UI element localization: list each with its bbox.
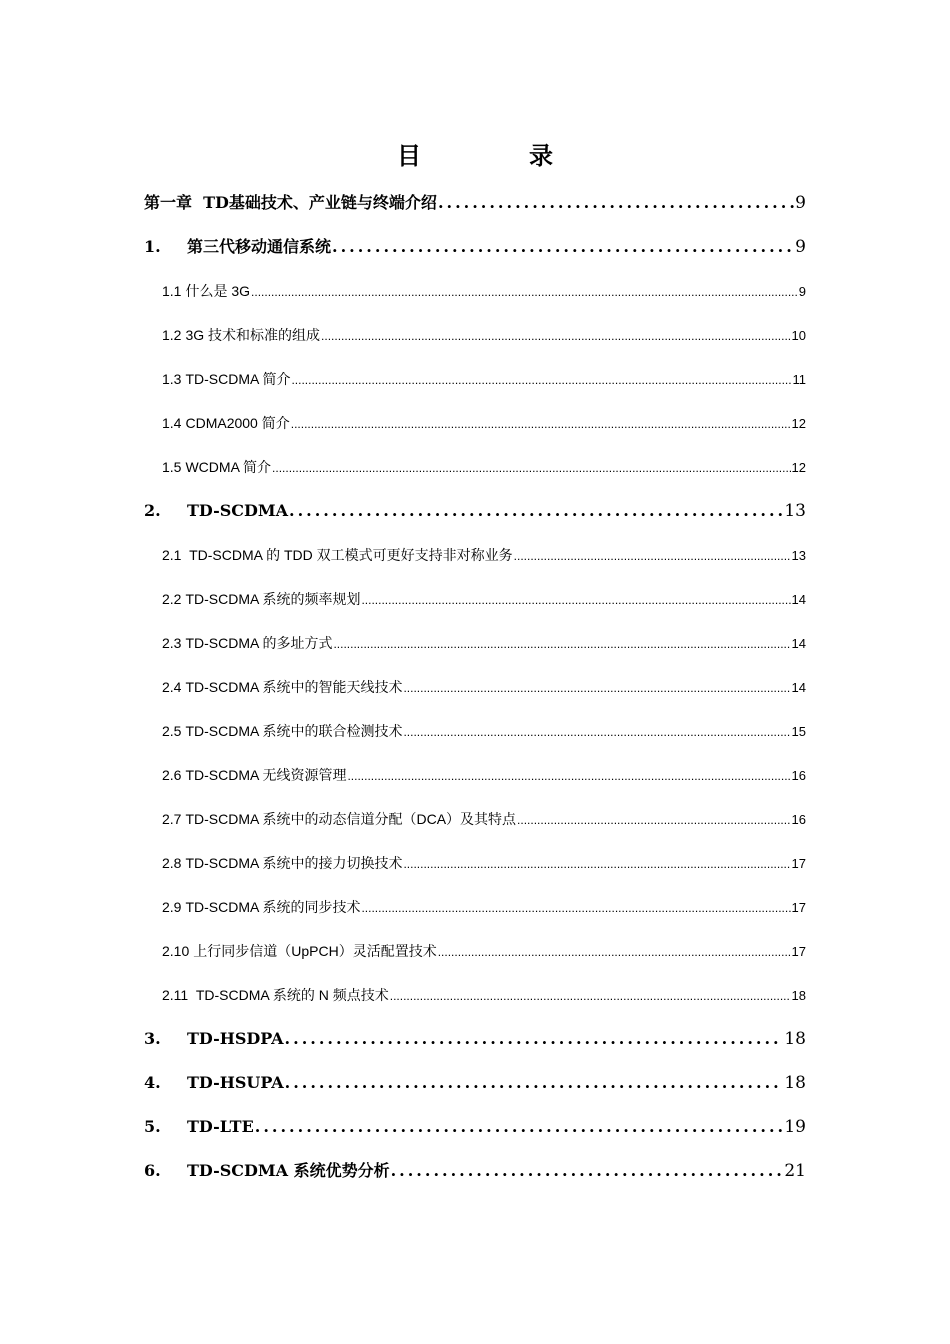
toc-entry-page-number: 17	[791, 856, 806, 871]
toc-entry-title: 3G 技术和标准的组成	[185, 327, 321, 343]
toc-dot-leader	[272, 450, 791, 486]
toc-entry-page-number: 18	[784, 1029, 806, 1049]
toc-entry-number: 2.8	[162, 855, 182, 871]
toc-entry-title: TD-SCDMA	[187, 501, 289, 520]
toc-entry-section[interactable]	[144, 273, 806, 317]
toc-entry-title: TD-SCDMA 系统中的智能天线技术	[185, 679, 403, 695]
table-of-contents	[144, 185, 806, 1197]
toc-dot-leader	[285, 1065, 784, 1101]
toc-entry-page-number: 12	[791, 416, 806, 431]
toc-entry-title: CDMA2000 简介	[185, 415, 290, 431]
toc-entry-title: TD-HSDPA	[187, 1029, 284, 1048]
toc-entry-page-number: 11	[792, 372, 806, 387]
toc-entry-page-number: 14	[791, 680, 806, 695]
toc-dot-leader	[333, 626, 790, 662]
toc-entry-number: 3.	[144, 1029, 161, 1048]
toc-entry-number: 2.2	[162, 591, 182, 607]
toc-entry-page-number: 9	[798, 284, 806, 299]
toc-dot-leader	[291, 406, 791, 442]
toc-dot-leader	[251, 274, 798, 310]
toc-dot-leader	[289, 493, 783, 529]
toc-dot-leader	[285, 1021, 784, 1057]
toc-dot-leader	[517, 802, 791, 838]
toc-entry-page-number: 21	[784, 1161, 806, 1181]
toc-entry-section[interactable]	[144, 537, 806, 581]
toc-entry-number: 1.	[144, 237, 161, 256]
toc-entry-number: 2.7	[162, 811, 182, 827]
toc-dot-leader	[438, 934, 791, 970]
toc-entry-section[interactable]	[144, 889, 806, 933]
toc-dot-leader	[403, 714, 790, 750]
toc-entry-number: 2.	[144, 501, 161, 520]
toc-entry-section[interactable]	[144, 801, 806, 845]
toc-entry-chapter[interactable]	[144, 1021, 806, 1065]
toc-entry-title: TD-LTE	[187, 1117, 254, 1136]
toc-entry-page-number: 18	[791, 988, 806, 1003]
toc-entry-section[interactable]	[144, 581, 806, 625]
toc-entry-section[interactable]	[144, 977, 806, 1021]
toc-entry-page-number: 19	[784, 1117, 806, 1137]
toc-entry-title: TD-SCDMA 系统的 N 频点技术	[192, 987, 389, 1003]
toc-entry-section[interactable]	[144, 713, 806, 757]
toc-entry-page-number: 16	[791, 812, 806, 827]
toc-entry-number: 2.9	[162, 899, 182, 915]
toc-entry-number: 2.10	[162, 943, 190, 959]
toc-entry-number: 1.5	[162, 459, 182, 475]
toc-dot-leader	[321, 318, 790, 354]
toc-entry-section[interactable]	[144, 449, 806, 493]
toc-entry-title: TD-SCDMA 系统优势分析	[187, 1161, 390, 1180]
toc-dot-leader	[391, 1153, 784, 1189]
toc-entry-section[interactable]	[144, 317, 806, 361]
toc-entry-number: 2.6	[162, 767, 182, 783]
toc-entry-page-number: 13	[791, 548, 806, 563]
toc-entry-title: TD-SCDMA 系统中的接力切换技术	[185, 855, 403, 871]
toc-entry-section[interactable]	[144, 625, 806, 669]
toc-entry-number: 2.4	[162, 679, 182, 695]
toc-entry-number: 1.1	[162, 283, 182, 299]
toc-entry-section[interactable]	[144, 405, 806, 449]
toc-entry-number: 2.1	[162, 547, 182, 563]
toc-entry-page-number: 17	[791, 944, 806, 959]
toc-dot-leader	[332, 229, 794, 265]
toc-entry-section[interactable]	[144, 757, 806, 801]
toc-entry-title: 什么是 3G	[185, 283, 251, 299]
toc-entry-page-number: 16	[791, 768, 806, 783]
toc-entry-page-number: 17	[791, 900, 806, 915]
toc-entry-title: TD-SCDMA 简介	[185, 371, 291, 387]
toc-entry-number: 2.3	[162, 635, 182, 651]
toc-dot-leader	[390, 978, 791, 1014]
toc-entry-page-number: 9	[795, 193, 806, 213]
toc-entry-number: 6.	[144, 1161, 161, 1180]
toc-entry-number: 5.	[144, 1117, 161, 1136]
toc-entry-title: TD-SCDMA 的 TDD 双工模式可更好支持非对称业务	[185, 547, 513, 563]
toc-entry-page-number: 14	[791, 636, 806, 651]
toc-entry-chapter[interactable]	[144, 229, 806, 273]
toc-entry-title: TD-SCDMA 系统中的动态信道分配（DCA）及其特点	[185, 811, 517, 827]
toc-entry-title: TD-SCDMA 系统的同步技术	[185, 899, 361, 915]
toc-entry-section[interactable]	[144, 361, 806, 405]
toc-dot-leader	[361, 582, 790, 618]
toc-entry-number: 2.11	[162, 987, 189, 1003]
toc-dot-leader	[347, 758, 790, 794]
toc-entry-chapter[interactable]	[144, 185, 806, 229]
toc-entry-page-number: 12	[791, 460, 806, 475]
toc-dot-leader	[255, 1109, 784, 1145]
toc-entry-number: 1.3	[162, 371, 182, 387]
toc-entry-chapter[interactable]	[144, 493, 806, 537]
toc-entry-title: TD-SCDMA 系统中的联合检测技术	[185, 723, 403, 739]
toc-entry-page-number: 10	[791, 328, 806, 343]
toc-entry-page-number: 18	[784, 1073, 806, 1093]
toc-entry-title: TD-SCDMA 的多址方式	[185, 635, 333, 651]
toc-dot-leader	[403, 846, 790, 882]
toc-entry-title: 第一章 TD基础技术、产业链与终端介绍	[144, 193, 437, 212]
toc-entry-section[interactable]	[144, 669, 806, 713]
toc-entry-title: 上行同步信道（UpPCH）灵活配置技术	[193, 943, 437, 959]
toc-entry-chapter[interactable]	[144, 1153, 806, 1197]
toc-dot-leader	[438, 185, 794, 221]
toc-entry-title: WCDMA 简介	[185, 459, 272, 475]
toc-title: 目 录	[397, 141, 595, 170]
toc-entry-page-number: 9	[795, 237, 806, 257]
toc-entry-number: 1.4	[162, 415, 182, 431]
toc-dot-leader	[514, 538, 791, 574]
toc-dot-leader	[403, 670, 790, 706]
toc-entry-section[interactable]	[144, 933, 806, 977]
toc-dot-leader	[291, 362, 791, 398]
toc-entry-section[interactable]	[144, 845, 806, 889]
toc-entry-title: 第三代移动通信系统	[187, 237, 332, 256]
toc-entry-page-number: 14	[791, 592, 806, 607]
toc-entry-page-number: 15	[791, 724, 806, 739]
toc-dot-leader	[361, 890, 790, 926]
toc-entry-number: 4.	[144, 1073, 161, 1092]
toc-entry-title: TD-HSUPA	[187, 1073, 284, 1092]
toc-entry-title: TD-SCDMA 无线资源管理	[185, 767, 347, 783]
toc-entry-number: 1.2	[162, 327, 182, 343]
toc-entry-page-number: 13	[784, 501, 806, 521]
toc-entry-chapter[interactable]	[144, 1109, 806, 1153]
toc-entry-title: TD-SCDMA 系统的频率规划	[185, 591, 361, 607]
toc-entry-number: 2.5	[162, 723, 182, 739]
toc-entry-chapter[interactable]	[144, 1065, 806, 1109]
